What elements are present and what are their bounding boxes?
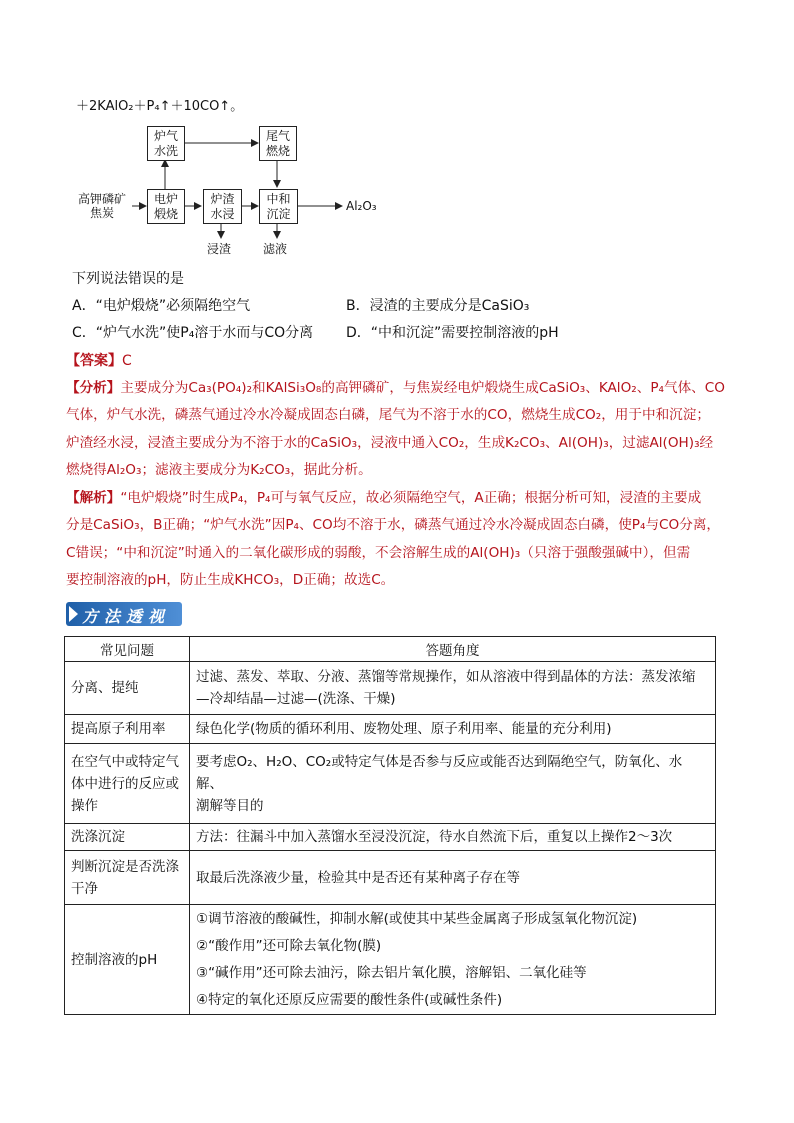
row-answer — [190, 744, 716, 824]
question-prompt: 下列说法错误的是 — [72, 271, 184, 287]
row-question: 洗涤沉淀 — [65, 824, 190, 851]
neutralize-text-1: 中和 — [266, 191, 291, 206]
row-question: 判断沉淀是否洗涤干净 — [65, 851, 190, 905]
row-answer — [190, 715, 716, 744]
row-answer-line: 取最后洗涤液少量，检验其中是否还有某种离子存在等 — [196, 869, 520, 886]
table-row — [65, 744, 716, 824]
option-d: D．“中和沉淀”需要控制溶液的pH — [346, 325, 559, 341]
table-row — [65, 662, 716, 715]
analysis-tag: 【分析】 — [66, 380, 121, 396]
input-materials — [72, 192, 132, 220]
table-row — [65, 715, 716, 744]
row-answer-line: 要考虑O₂、H₂O、CO₂或特定气体是否参与反应或能否达到隔绝空气，防氧化、水解、 — [196, 753, 683, 792]
row-question: 提高原子利用率 — [65, 715, 190, 744]
section-banner — [66, 602, 182, 626]
explanation-line-4: 要控制溶液的pH，防止生成KHCO₃，D正确；故选C。 — [66, 572, 395, 588]
analysis-line-2: 气体，炉气水洗，磷蒸气通过冷水冷凝成固态白磷，尾气为不溶于水的CO，燃烧生成CO₂，用于中和沉淀； — [66, 407, 710, 423]
furnace-gas-wash-text-2: 水洗 — [153, 143, 178, 158]
answer-value: C — [122, 353, 132, 369]
leach-text-2: 水浸 — [210, 206, 235, 221]
row-answer-line: ②“酸作用”还可除去氧化物(膜) — [196, 937, 382, 954]
calcine-text-2: 煅烧 — [153, 206, 178, 221]
calcine-text-1: 电炉 — [153, 191, 178, 206]
furnace-gas-wash-text-1: 炉气 — [153, 128, 178, 143]
table-header-row — [65, 637, 716, 662]
option-b: B．浸渣的主要成分是CaSiO₃ — [346, 298, 530, 314]
row-answer-line: ③“碱作用”还可除去油污，除去铝片氧化膜，溶解铝、二氧化硅等 — [196, 964, 587, 981]
input-ore-label: 高钾磷矿 — [77, 192, 126, 206]
answer-tag: 【答案】 — [66, 353, 122, 369]
row-question: 控制溶液的pH — [65, 905, 190, 1015]
tail-gas-combustion-box — [259, 126, 297, 161]
residue-label: 浸渣 — [207, 242, 232, 256]
row-answer-line: 方法：往漏斗中加入蒸馏水至浸没沉淀，待水自然流下后，重复以上操作2～3次 — [196, 829, 673, 845]
input-coke-label: 焦炭 — [89, 206, 114, 220]
row-answer-line: 潮解等目的 — [196, 797, 264, 814]
analysis-text-1: 主要成分为Ca₃(PO₄)₂和KAlSi₃O₈的高钾磷矿，与焦炭经电炉煅烧生成CaSiO₃、KAlO₂、P₄气体、CO — [120, 380, 725, 396]
row-answer-line: —冷却结晶—过滤—(洗涤、干燥) — [196, 691, 396, 707]
electric-furnace-calcine-box — [147, 189, 185, 224]
option-c: C．“炉气水洗”使P₄溶于水而与CO分离 — [72, 325, 314, 341]
table-row — [65, 905, 716, 1015]
answer-line — [66, 350, 132, 372]
explanation-line-1 — [66, 487, 701, 509]
flag-icon — [69, 606, 78, 622]
row-answer-line: ④特定的氧化还原反应需要的酸性条件(或碱性条件) — [196, 991, 503, 1008]
row-question: 分离、提纯 — [65, 662, 190, 715]
section-title: 方法透视 — [82, 607, 171, 626]
flowchart-arrows — [0, 0, 794, 270]
analysis-line-3: 炉渣经水浸，浸渣主要成分为不溶于水的CaSiO₃，浸液中通入CO₂，生成K₂CO₃、Al(OH)₃，过滤Al(OH)₃经 — [66, 435, 714, 451]
filtrate-label: 滤液 — [263, 242, 288, 256]
neutralize-text-2: 沉淀 — [266, 206, 291, 221]
row-answer — [190, 851, 716, 905]
row-answer — [190, 905, 716, 1015]
row-answer — [190, 662, 716, 715]
leach-text-1: 炉渣 — [210, 191, 235, 206]
slag-water-leach-box — [203, 189, 242, 224]
table-row — [65, 824, 716, 851]
explanation-line-2: 分是CaSiO₃，B正确；“炉气水洗”因P₄、CO均不溶于水，磷蒸气通过冷水冷凝成固态白磷，使P₄与CO分离， — [66, 517, 721, 533]
tail-gas-text-2: 燃烧 — [265, 143, 290, 158]
table-header-angle: 答题角度 — [190, 637, 716, 662]
reaction-equation: ＋2KAlO₂＋P₄↑＋10CO↑。 — [76, 99, 244, 114]
table-header-question: 常见问题 — [65, 637, 190, 662]
row-answer-line: 过滤、蒸发、萃取、分液、蒸馏等常规操作，如从溶液中得到晶体的方法：蒸发浓缩 — [196, 669, 696, 685]
explanation-text-1: “电炉煅烧”时生成P₄，P₄可与氧气反应，故必须隔绝空气，A正确；根据分析可知，浸渣的主要成 — [120, 490, 702, 506]
tail-gas-text-1: 尾气 — [265, 128, 290, 143]
row-question: 在空气中或特定气体中进行的反应或操作 — [65, 744, 190, 824]
explanation-tag: 【解析】 — [66, 490, 121, 506]
explanation-line-3: C错误；“中和沉淀”时通入的二氧化碳形成的弱酸，不会溶解生成的Al(OH)₃（只溶于强酸强碱中），但需 — [66, 545, 691, 561]
analysis-line-1 — [66, 377, 725, 399]
table-row — [65, 851, 716, 905]
row-answer-line: 绿色化学(物质的循环利用、废物处理、原子利用率、能量的充分利用) — [196, 721, 612, 737]
row-answer — [190, 824, 716, 851]
neutralize-precipitate-box — [259, 189, 298, 224]
option-a: A．“电炉煅烧”必须隔绝空气 — [72, 298, 251, 314]
method-table — [64, 636, 716, 1015]
analysis-line-4: 燃烧得Al₂O₃；滤液主要成分为K₂CO₃，据此分析。 — [66, 462, 372, 478]
furnace-gas-wash-box — [147, 126, 185, 161]
output-al2o3-label: Al₂O₃ — [346, 199, 377, 213]
row-answer-line: ①调节溶液的酸碱性，抑制水解(或使其中某些金属离子形成氢氧化物沉淀) — [196, 910, 638, 927]
